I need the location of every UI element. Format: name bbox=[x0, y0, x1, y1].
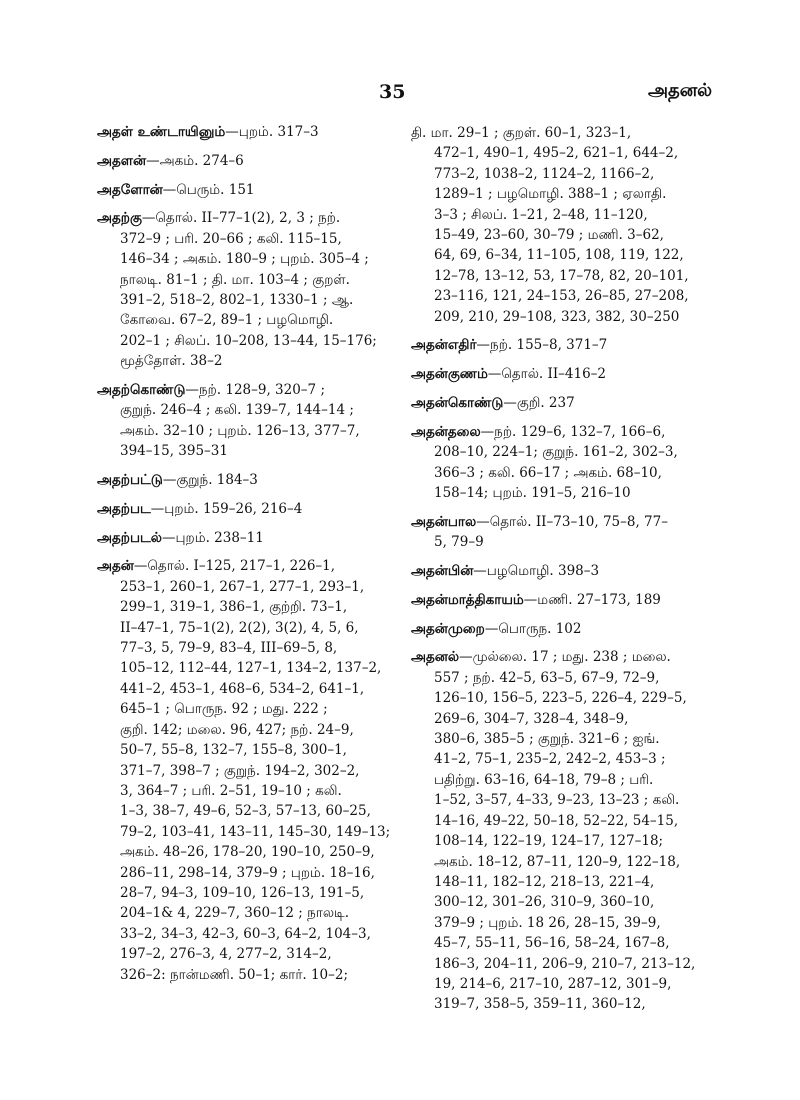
entry-line: 319–7, 358–5, 359–11, 360–12, bbox=[434, 996, 646, 1013]
entry-references: —தொல். II–77–1(2), 2, 3 ; நற். bbox=[141, 210, 341, 227]
index-entry bbox=[411, 561, 711, 581]
index-entry bbox=[411, 335, 711, 355]
entry-line: 394–15, 395–31 bbox=[120, 443, 228, 460]
entry-line: மூத்தோள். 38–2 bbox=[120, 353, 223, 370]
entry-references: —முல்லை. 17 ; மது. 238 ; மலை. bbox=[459, 649, 671, 666]
entry-line: 64, 69, 6–34, 11–105, 108, 119, 122, bbox=[434, 247, 684, 264]
entry-line: 441–2, 453–1, 468–6, 534–2, 641–1, bbox=[120, 680, 365, 697]
entry-references: —அகம். 274–6 bbox=[146, 152, 244, 169]
entry-line: 269–6, 304–7, 328–4, 348–9, bbox=[434, 710, 629, 727]
entry-line: 28–7, 94–3, 109–10, 126–13, 191–5, bbox=[120, 884, 365, 901]
entry-references: —பொருந. 102 bbox=[484, 620, 582, 637]
index-entry bbox=[411, 619, 711, 639]
entry-line: தி. மா. 29–1 ; குறள். 60–1, 323–1, bbox=[411, 125, 632, 141]
entry-line: 146–34 ; அகம். 180–9 ; புறம். 305–4 ; bbox=[120, 251, 369, 268]
entry-line: 472–1, 490–1, 495–2, 621–1, 644–2, bbox=[434, 145, 679, 162]
headword: அதன்எதிர் bbox=[411, 337, 477, 354]
headword: அதன்குணம் bbox=[411, 366, 488, 383]
entry-line: 380–6, 385–5 ; குறுந். 321–6 ; ஐங். bbox=[434, 731, 660, 748]
headword: அதளன் bbox=[97, 152, 147, 169]
headword: அதன்முறை bbox=[411, 620, 485, 637]
headword: அதற்பட்டு bbox=[97, 472, 163, 489]
entry-line: 371–7, 398–7 ; குறுந். 194–2, 302–2, bbox=[120, 762, 360, 779]
headword: அதன்பின் bbox=[411, 563, 474, 580]
entry-references: —தொல். II–73–10, 75–8, 77– bbox=[476, 513, 668, 530]
entry-line bbox=[97, 208, 387, 228]
entry-line: 77–3, 5, 79–9, 83–4, III–69–5, 8, bbox=[120, 640, 338, 657]
entry-line bbox=[411, 335, 711, 355]
entry-line bbox=[411, 512, 711, 532]
entry-line: 209, 210, 29–108, 323, 382, 30–250 bbox=[434, 308, 680, 325]
headword: அதற்கொண்டு bbox=[97, 382, 186, 399]
index-entry bbox=[97, 499, 387, 519]
headword: அதன்பால bbox=[411, 513, 477, 530]
entry-line: 105–12, 112–44, 127–1, 134–2, 137–2, bbox=[120, 660, 382, 677]
entry-line bbox=[411, 590, 711, 610]
entry-line: 12–78, 13–12, 53, 17–78, 82, 20–101, bbox=[434, 267, 689, 284]
entry-line bbox=[97, 470, 387, 490]
index-entry bbox=[97, 208, 387, 371]
entry-line: 5, 79–9 bbox=[434, 534, 484, 551]
entry-line: அகம். 48–26, 178–20, 190–10, 250–9, bbox=[120, 844, 375, 861]
entry-line: 208–10, 224–1; குறுந். 161–2, 302–3, bbox=[434, 444, 678, 461]
entry-line: 366–3 ; கலி. 66–17 ; அகம். 68–10, bbox=[434, 464, 662, 481]
entry-line: 3–3 ; சிலப். 1–21, 2–48, 11–120, bbox=[434, 206, 648, 223]
index-entry bbox=[97, 380, 387, 462]
entry-references: —நற். 128–9, 320–7 ; bbox=[185, 382, 325, 399]
headword: அதன்தலை bbox=[411, 423, 481, 440]
entry-line bbox=[97, 528, 387, 548]
entry-line: 3, 364–7 ; பரி. 2–51, 19–10 ; கலி. bbox=[120, 782, 342, 799]
entry-line bbox=[411, 393, 711, 413]
index-entry-continuation bbox=[411, 123, 711, 327]
headword: அதனல் bbox=[411, 649, 460, 666]
index-entry bbox=[411, 590, 711, 610]
index-entry bbox=[97, 151, 387, 171]
entry-line: 1–3, 38–7, 49–6, 52–3, 57–13, 60–25, bbox=[120, 803, 371, 820]
entry-line bbox=[97, 380, 387, 400]
left-column bbox=[97, 122, 391, 993]
headword: அதள் உண்டாயினும் bbox=[97, 124, 226, 140]
entry-line: 391–2, 518–2, 802–1, 1330–1 ; ஆ. bbox=[120, 292, 354, 309]
entry-line: 41–2, 75–1, 235–2, 242–2, 453–3 ; bbox=[434, 751, 666, 768]
entry-line bbox=[411, 364, 711, 384]
index-entry bbox=[411, 512, 711, 553]
entry-line: அகம். 18–12, 87–11, 120–9, 122–18, bbox=[434, 853, 681, 870]
entry-line: 33–2, 34–3, 42–3, 60–3, 64–2, 104–3, bbox=[120, 925, 371, 942]
entry-line: 108–14, 122–19, 124–17, 127–18; bbox=[434, 833, 664, 850]
entry-references: —நற். 129–6, 132–7, 166–6, bbox=[480, 423, 666, 440]
entry-line: 197–2, 276–3, 4, 277–2, 314–2, bbox=[120, 946, 332, 963]
entry-line bbox=[97, 151, 387, 171]
entry-line: 148–11, 182–12, 218–13, 221–4, bbox=[434, 873, 655, 890]
headword: அதளோன் bbox=[97, 181, 163, 198]
entry-references: —பழமொழி. 398–3 bbox=[473, 563, 600, 580]
entry-line: நாலடி. 81–1 ; தி. மா. 103–4 ; குறள். bbox=[120, 271, 350, 288]
entry-line: 158–14; புறம். 191–5, 216–10 bbox=[434, 485, 631, 502]
entry-line bbox=[97, 180, 387, 200]
entry-line: 299–1, 319–1, 386–1, குற்றி. 73–1, bbox=[120, 599, 348, 616]
entry-line: 372–9 ; பரி. 20–66 ; கலி. 115–15, bbox=[120, 230, 342, 247]
entry-line bbox=[97, 122, 387, 142]
entry-line: 14–16, 49–22, 50–18, 52–22, 54–15, bbox=[434, 812, 679, 829]
right-column bbox=[411, 123, 711, 1023]
index-entry bbox=[97, 180, 387, 200]
entry-references: —குறி. 237 bbox=[503, 395, 575, 412]
entry-line bbox=[97, 499, 387, 519]
entry-line: 1289–1 ; பழமொழி. 388–1 ; ஏலாதி. bbox=[434, 186, 667, 203]
headword: அதன்மாத்திகாயம் bbox=[411, 591, 524, 608]
entry-line bbox=[97, 556, 387, 576]
entry-line: 186–3, 204–11, 206–9, 210–7, 213–12, bbox=[434, 955, 696, 972]
entry-line bbox=[411, 647, 711, 667]
entry-line: 253–1, 260–1, 267–1, 277–1, 293–1, bbox=[120, 578, 365, 595]
index-entry bbox=[97, 122, 387, 142]
entry-references: —தொல். I–125, 217–1, 226–1, bbox=[133, 558, 336, 575]
entry-line: 1–52, 3–57, 4–33, 9–23, 13–23 ; கலி. bbox=[434, 792, 680, 809]
entry-line: II–47–1, 75–1(2), 2(2), 3(2), 4, 5, 6, bbox=[120, 619, 359, 636]
entry-line: பதிற்று. 63–16, 64–18, 79–8 ; பரி. bbox=[434, 771, 654, 788]
entry-line: 50–7, 55–8, 132–7, 155–8, 300–1, bbox=[120, 742, 347, 759]
entry-references: —புறம். 238–11 bbox=[161, 529, 264, 546]
entry-line: 19, 214–6, 217–10, 287–12, 301–9, bbox=[434, 975, 672, 992]
headword: அதற்பட bbox=[97, 500, 151, 517]
entry-line bbox=[411, 561, 711, 581]
entry-references: —பெரும். 151 bbox=[162, 181, 255, 198]
page-number: 35 bbox=[379, 81, 406, 103]
index-entry bbox=[97, 470, 387, 490]
entry-references: —புறம். 317–3 bbox=[225, 124, 319, 140]
entry-line: குறுந். 246–4 ; கலி. 139–7, 144–14 ; bbox=[120, 402, 354, 419]
entry-line: குறி. 142; மலை. 96, 427; நற். 24–9, bbox=[120, 721, 354, 738]
entry-line: 300–12, 301–26, 310–9, 360–10, bbox=[434, 894, 655, 911]
index-entry bbox=[411, 364, 711, 384]
entry-line: அகம். 32–10 ; புறம். 126–13, 377–7, bbox=[120, 422, 360, 439]
entry-line: 45–7, 55–11, 56–16, 58–24, 167–8, bbox=[434, 935, 670, 952]
entry-references: —தொல். II–416–2 bbox=[487, 366, 607, 383]
headword: அதன்கொண்டு bbox=[411, 395, 504, 412]
entry-line: 204–1& 4, 229–7, 360–12 ; நாலடி. bbox=[120, 905, 350, 922]
entry-line: கோவை. 67–2, 89–1 ; பழமொழி. bbox=[120, 312, 334, 329]
entry-line: 286–11, 298–14, 379–9 ; புறம். 18–16, bbox=[120, 864, 375, 881]
entry-line bbox=[411, 422, 711, 442]
entry-line: 557 ; நற். 42–5, 63–5, 67–9, 72–9, bbox=[434, 669, 660, 686]
entry-line: 202–1 ; சிலப். 10–208, 13–44, 15–176; bbox=[120, 332, 377, 349]
entry-references: —மணி. 27–173, 189 bbox=[523, 591, 661, 608]
entry-line bbox=[411, 619, 711, 639]
index-entry bbox=[97, 556, 391, 985]
entry-line: 645–1 ; பொருந. 92 ; மது. 222 ; bbox=[120, 701, 328, 718]
entry-line: 379–9 ; புறம். 18 26, 28–15, 39–9, bbox=[434, 914, 661, 931]
entry-line: 773–2, 1038–2, 1124–2, 1166–2, bbox=[434, 165, 655, 182]
headword: அதற்படல் bbox=[97, 529, 162, 546]
entry-references: —புறம். 159–26, 216–4 bbox=[150, 500, 303, 517]
entry-line: 326–2: நான்மணி. 50–1; கார். 10–2; bbox=[120, 966, 349, 983]
entry-line: 23–116, 121, 24–153, 26–85, 27–208, bbox=[434, 288, 689, 305]
index-entry bbox=[97, 528, 387, 548]
index-entry bbox=[411, 393, 711, 413]
headword: அதற்கு bbox=[97, 210, 142, 227]
index-entry bbox=[411, 422, 711, 504]
headword: அதன் bbox=[97, 558, 134, 575]
entry-line: 126–10, 156–5, 223–5, 226–4, 229–5, bbox=[434, 690, 687, 707]
entry-references: —நற். 155–8, 371–7 bbox=[476, 337, 608, 354]
entry-references: —குறுந். 184–3 bbox=[162, 472, 258, 489]
entry-line: 79–2, 103–41, 143–11, 145–30, 149–13; bbox=[120, 823, 391, 840]
index-entry bbox=[411, 647, 711, 1014]
entry-line: 15–49, 23–60, 30–79 ; மணி. 3–62, bbox=[434, 227, 664, 244]
running-head: அதனல் bbox=[648, 80, 713, 101]
